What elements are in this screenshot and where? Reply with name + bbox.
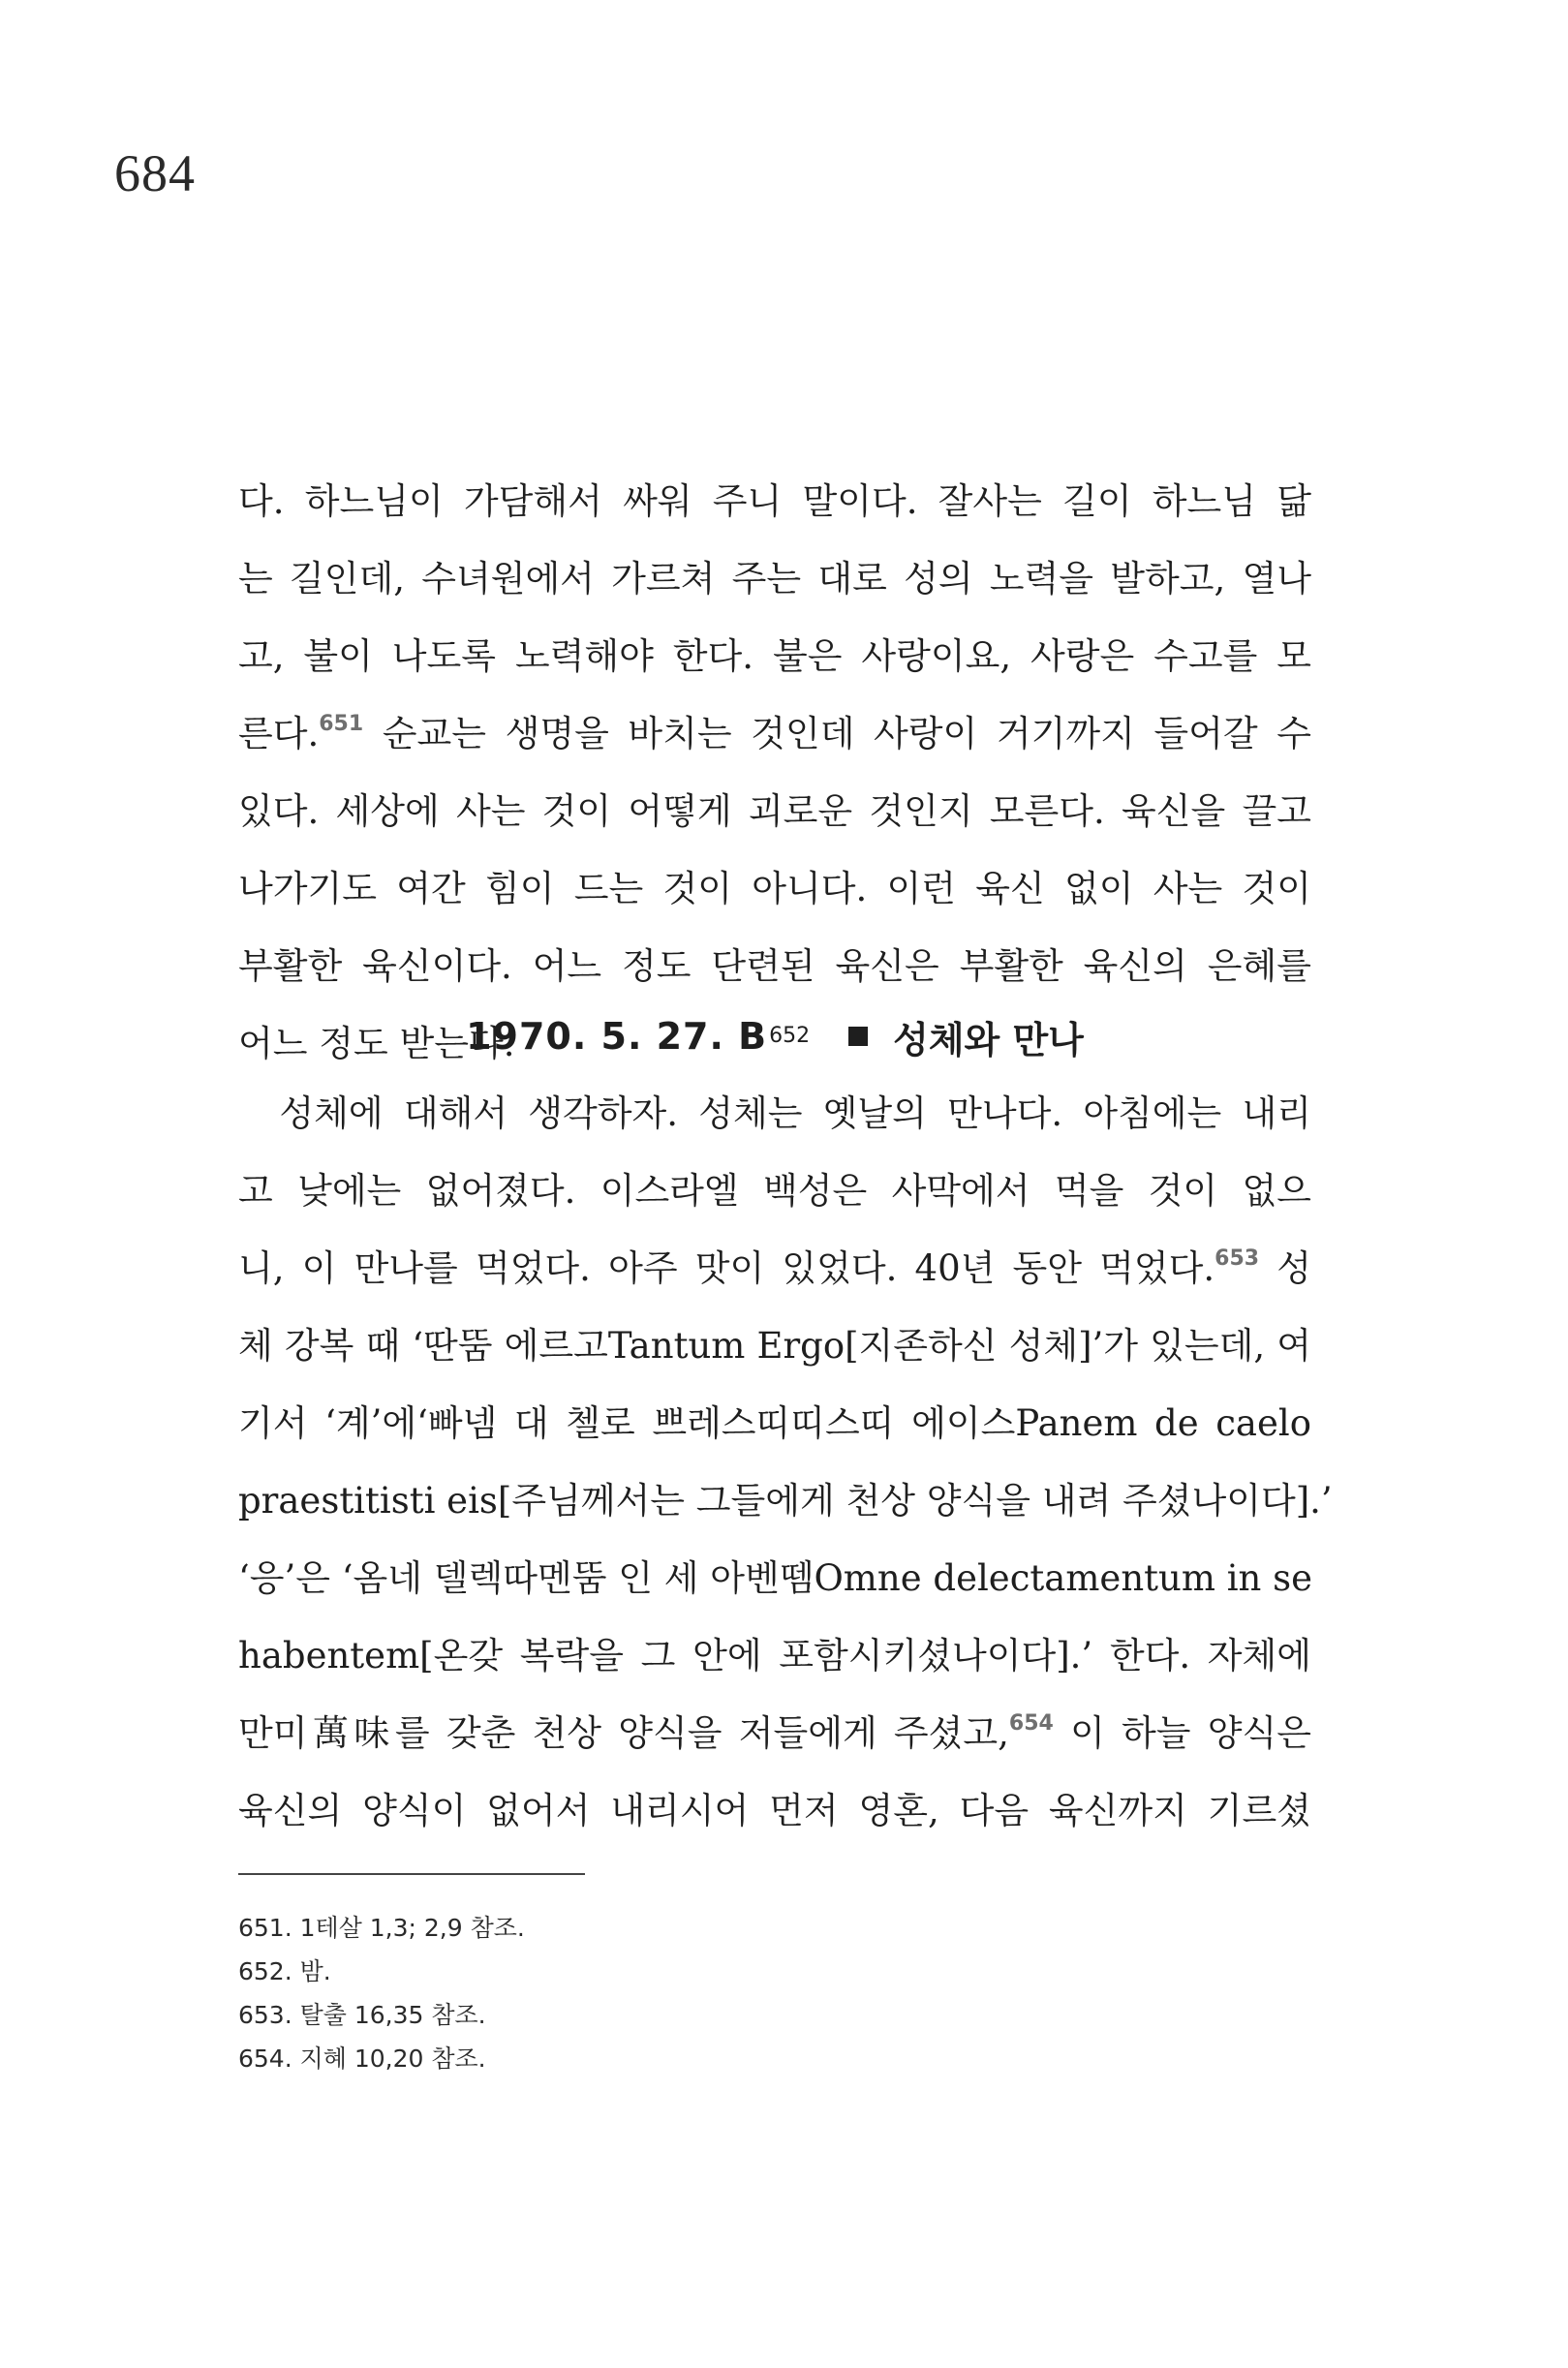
paragraph-line: 육신의 양식이 없어서 내리시어 먼저 영혼, 다음 육신까지 기르셨 (238, 1790, 1311, 1831)
line-text: 이 하늘 양식은 (1053, 1712, 1311, 1754)
paragraph-line: 는 길인데, 수녀원에서 가르쳐 주는 대로 성의 노력을 발하고, 열나 (238, 558, 1311, 600)
heading-title: 성체와 만나 (893, 1018, 1084, 1061)
footnote-653: 653. 탈출 16,35 참조. (238, 2001, 486, 2029)
line-text: 니, 이 만나를 먹었다. 아주 맛이 있었다. 40년 동안 먹었다. (238, 1247, 1215, 1289)
paragraph-line (238, 1230, 1311, 1307)
footnote-ref-653[interactable]: 653 (1214, 1246, 1260, 1271)
line-text: 성 (1259, 1247, 1311, 1289)
line-text: 른다. (238, 713, 320, 754)
paragraph-line: ‘응’은 ‘옴네 델렉따멘뚬 인 세 아벤뗌Omne delectamentum in se (238, 1557, 1313, 1599)
paragraph-line: 다. 하느님이 가담해서 싸워 주니 말이다. 잘사는 길이 하느님 닮 (238, 480, 1311, 522)
section-heading: 1970. 5. 27. B 652 성체와 만나 (238, 998, 1311, 1075)
footnote-ref-654[interactable]: 654 (1008, 1711, 1054, 1736)
footnote-651: 651. 1테살 1,3; 2,9 참조. (238, 1914, 525, 1942)
paragraph-2 (238, 1075, 1333, 1850)
footnotes-list (238, 1906, 1110, 2080)
paragraph-line: praestitisti eis[주님께서는 그들에게 천상 양식을 내려 주셨나이다].’ (238, 1480, 1333, 1522)
paragraph-line: 부활한 육신이다. 어느 정도 단련된 육신은 부활한 육신의 은혜를 (238, 945, 1311, 987)
paragraph-line: 어느 정도 받는다. (238, 1023, 515, 1064)
square-bullet-icon (848, 1027, 868, 1046)
paragraph-line: 나가기도 여간 힘이 드는 것이 아니다. 이런 육신 없이 사는 것이 (238, 868, 1311, 909)
footnote-652: 652. 밤. (238, 1957, 331, 1985)
paragraph-line (238, 1695, 1311, 1772)
footnote-654: 654. 지혜 10,20 참조. (238, 2045, 486, 2073)
paragraph-line: 고 낮에는 없어졌다. 이스라엘 백성은 사막에서 먹을 것이 없으 (238, 1170, 1311, 1212)
paragraph-line: 고, 불이 나도록 노력해야 한다. 불은 사랑이요, 사랑은 수고를 모 (238, 635, 1311, 677)
line-text: 만미萬味를 갖춘 천상 양식을 저들에게 주셨고, (238, 1712, 1009, 1754)
page-number: 684 (114, 144, 196, 202)
paragraph-line: 기서 ‘계’에‘빠넴 대 첼로 쁘레스띠띠스띠 에이스Panem de caelo (238, 1402, 1311, 1444)
paragraph-line: 있다. 세상에 사는 것이 어떻게 괴로운 것인지 모른다. 육신을 끌고 (238, 790, 1311, 832)
footnote-ref-651[interactable]: 651 (319, 712, 364, 736)
paragraph-1 (238, 463, 1311, 1083)
paragraph-line (238, 695, 1311, 773)
paragraph-line: 성체에 대해서 생각하자. 성체는 옛날의 만나다. 아침에는 내리 (238, 1092, 1311, 1134)
footnote-divider (238, 1873, 585, 1875)
paragraph-line: habentem[온갖 복락을 그 안에 포함시키셨나이다].’ 한다. 자체에 (238, 1635, 1311, 1676)
paragraph-line: 체 강복 때 ‘딴뚬 에르고Tantum Ergo[지존하신 성체]’가 있는데, 여 (238, 1325, 1311, 1367)
heading-date: 1970. 5. 27. B (466, 1015, 768, 1058)
line-text: 순교는 생명을 바치는 것인데 사랑이 거기까지 들어갈 수 (363, 713, 1311, 754)
